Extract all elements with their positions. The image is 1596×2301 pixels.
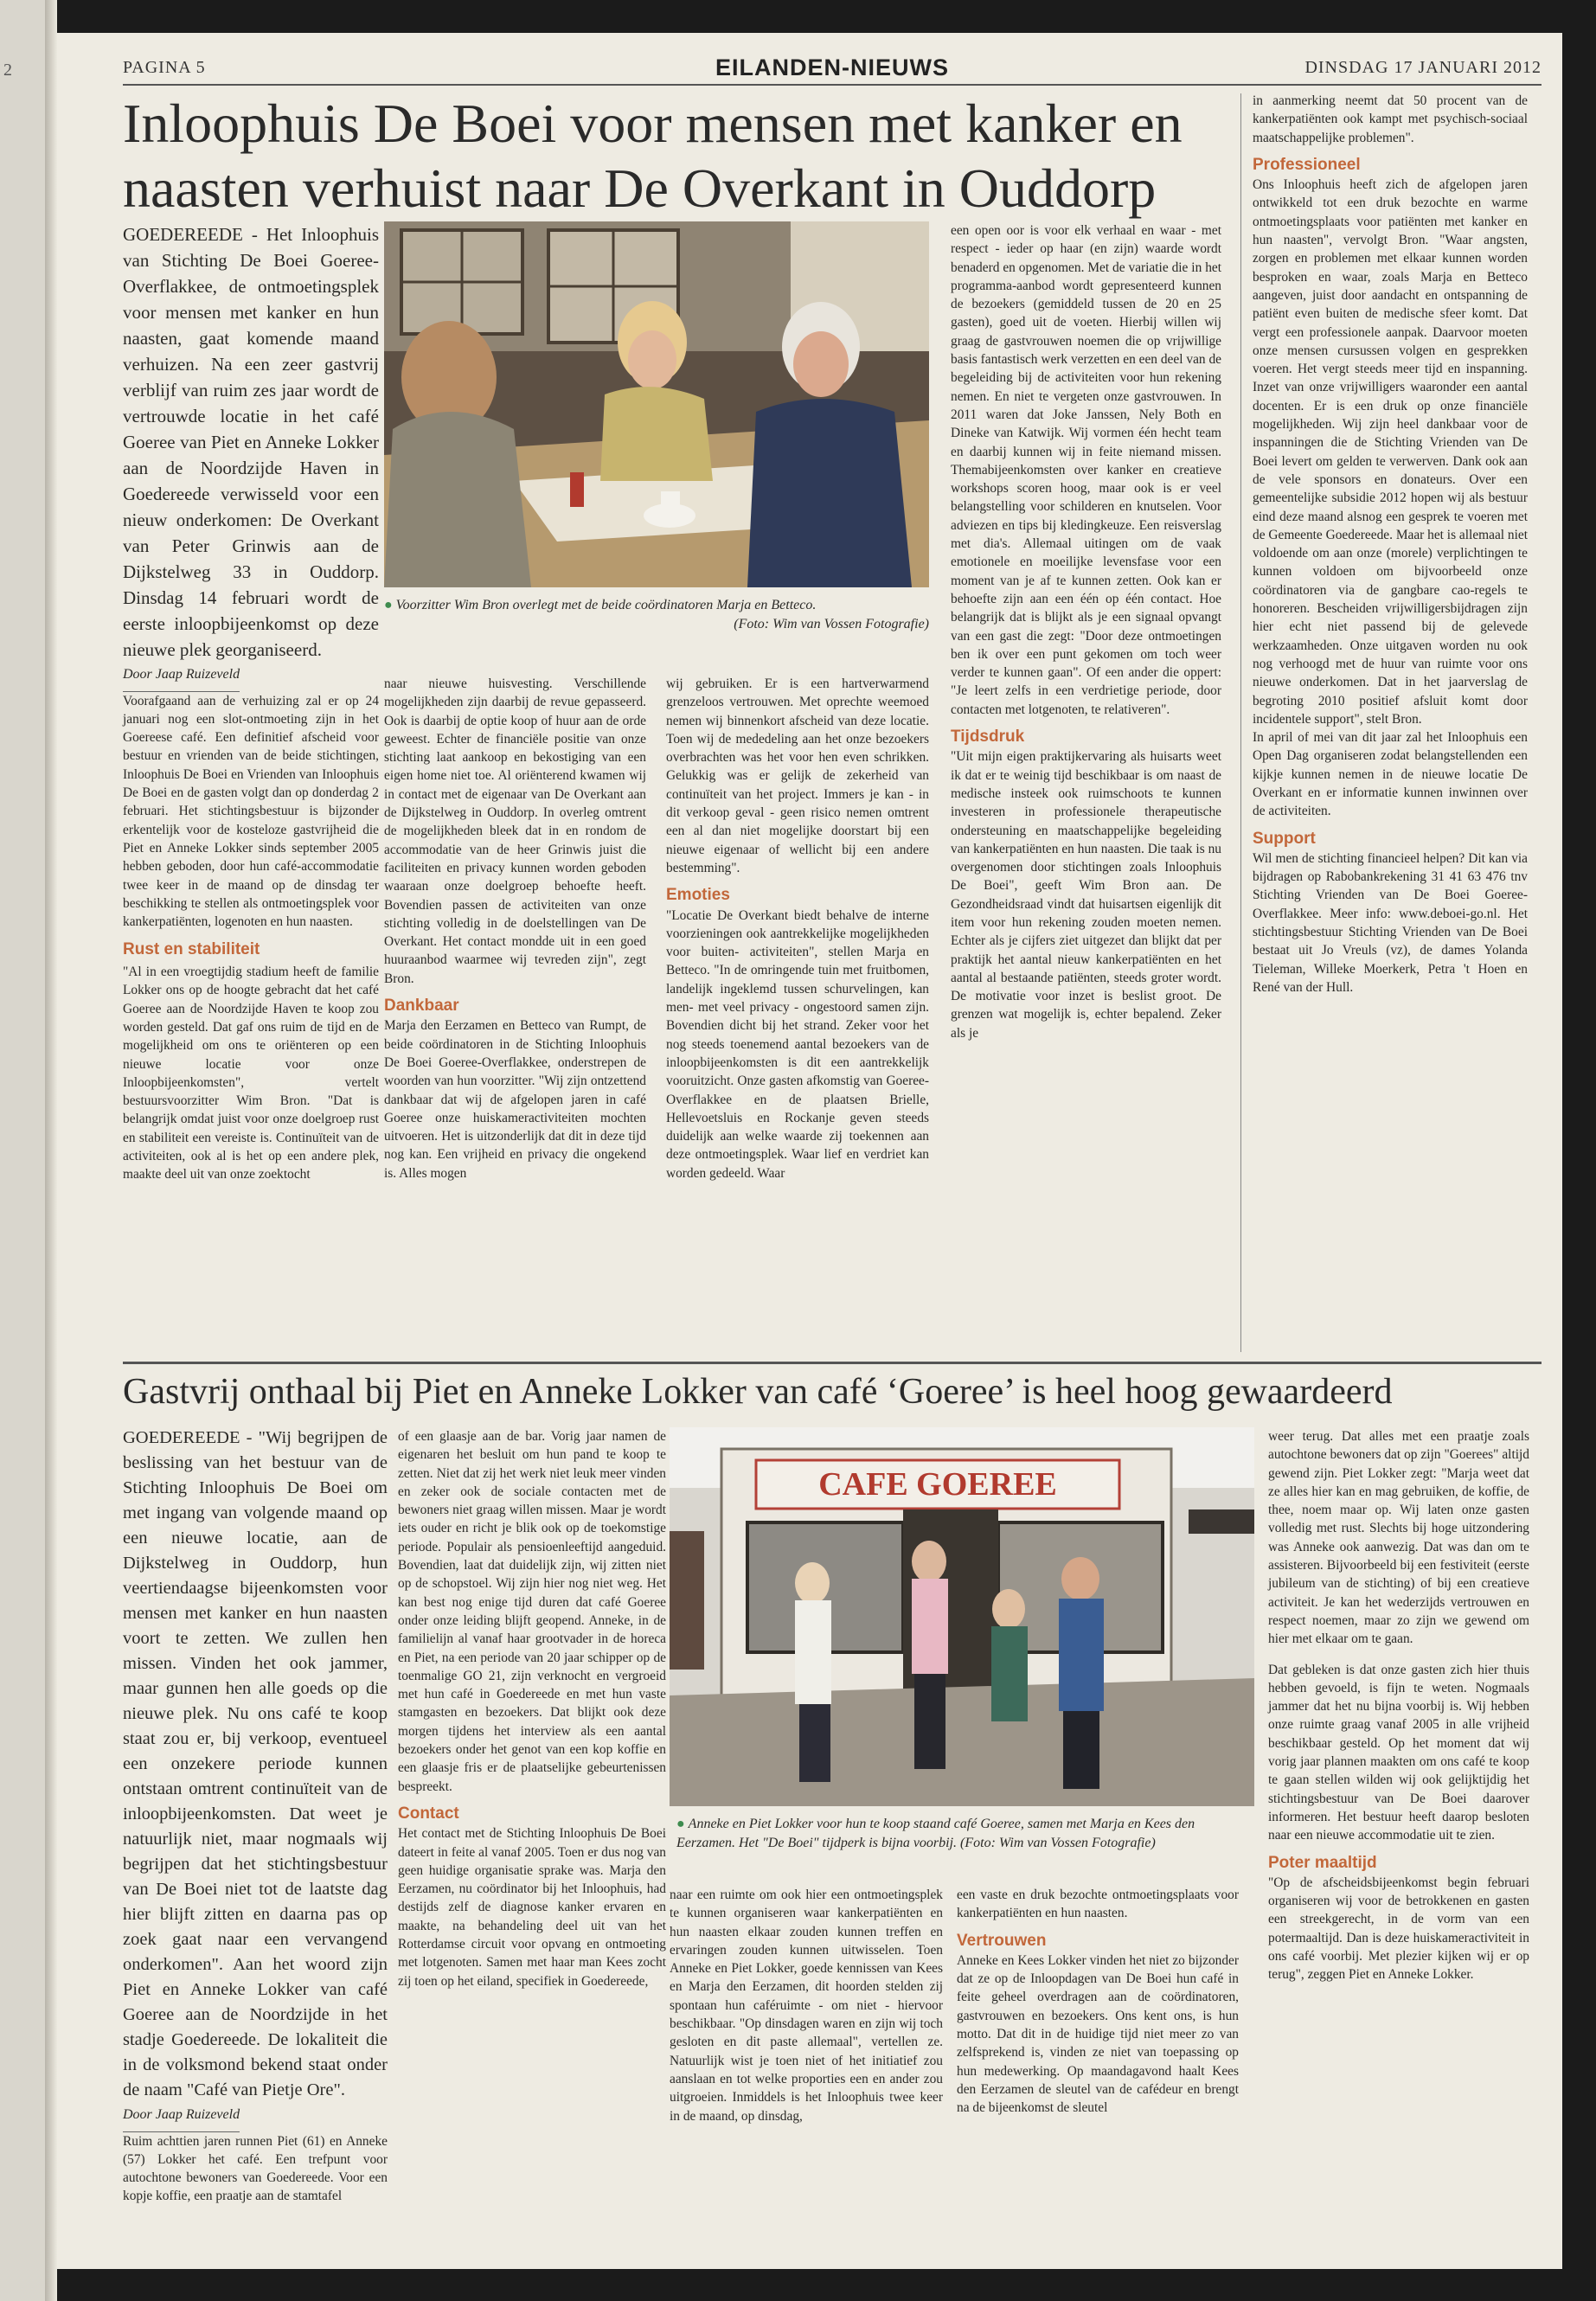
- article2-subhead-vertrouwen: Vertrouwen: [957, 1931, 1047, 1950]
- page-header: [123, 54, 1542, 82]
- article2-col5-body: weer terug. Dat alles met een praatje zoals autochtone bewoners dat op zijn "Goerees" altijd gewend zijn. Piet Lokker zegt: "Marja weet dat ze alles hier kan en mag gebruiken, de koffie, de thee, noem maar op. Wij laten onze gasten volledig met rust. Slechts bij hoge uitzondering was Anneke ook aanwezig. Dat was dan om te assisteren. Bijvoorbeeld bij een festiviteit (eerste jubileum van de stichting) of bij een creatieve activiteit. Je kan het wederzijds vertrouwen en respect noemen, maar zo zijn we gewend om hier met elkaar om te gaan.: [1268, 1429, 1529, 1647]
- article2-subhead-contact: Contact: [398, 1804, 459, 1823]
- article1-col2-dankbaar: Marja den Eerzamen en Betteco van Rumpt, de beide coördinatoren in de Stichting Inloophuis De Boei Goeree-Overflakkee, onderstrepen de woorden van hun voorzitter. "Wij zijn ontzettend dankbaar dat wij de afgelopen jaren in café Goeree onze huiskameractiviteiten mochten uitvoeren. Het is uitzonderlijk dat dit in deze tijd nog kan. Een vrijheid en privacy die ongekend is. Alles mogen: [384, 1018, 646, 1181]
- caption-bullet-icon: ●: [384, 598, 393, 612]
- article1-col2-body: naar nieuwe huisvesting. Verschillende mogelijkheden zijn daarbij de revue gepasseerd. Ook is daarbij de optie koop of huur aan de orde geweest. Echter de financiële positie van onze stichting laat aankoop en bekostiging van een eigen home niet toe. Al oriënterend kwamen wij in contact met de eigenaar van De Overkant aan de Dijkstelweg in Ouddorp. In overleg omtrent de mogelijkheden bleek dat in en rondom de accommodatie van de heer Grinwis juist die faciliteiten en privacy kunnen worden geboden waaraan onze doelgroep behoefte heeft. Bovendien passen de activiteiten van onze stichting volledig in de doelstellingen van De Overkant. Het contact mondde uit in een goed huuraanbod waarmee wij tevreden zijn", zegt Bron.: [384, 676, 646, 986]
- article1-col3-body: wij gebruiken. Er is een hartverwarmend grenzeloos vertrouwen. Met oprechte weemoed nemen wij binnenkort afscheid van deze locatie. Toen wij de mededeling aan het onze bezoekers overbrachten was het voor hen even schrikken. Gelukkig was er gelijk de zekerheid van continuïteit van het project. Immers je kan - in dit verkoop geval - geen risico nemen omtrent een al dan niet mogelijke doorstart bij een nieuwe eigenaar of wellicht bij een andere bestemming".: [666, 676, 929, 875]
- cafe-sign: CAFE GOEREE: [818, 1466, 1057, 1503]
- article1-col2: [384, 675, 646, 1183]
- article1-subhead-emoties: Emoties: [666, 886, 730, 905]
- article2-col4-body: een vaste en druk bezochte ontmoetingsplaats voor kankerpatiënten en hun naasten.: [957, 1888, 1239, 1921]
- article2-col3: [670, 1886, 943, 2125]
- article1-col5: [1253, 92, 1528, 997]
- page-number: PAGINA 5: [123, 58, 206, 77]
- article2-col2-contact: Het contact met de Stichting Inloophuis De Boei dateert in feite al vanaf 2005. Toen er dus nog van geen huidige organisatie sprake was. Marja den Eerzamen, nu coördinator bij het Inloophuis, had destijds zelf de diagnose kanker ervaren en maakte, na behandeling deel uit van het Rotterdamse circuit voor opvang en ontmoeting met lotgenoten. Samen met haar man Kees zocht zij toen op het eiland, specifiek in Goedereede,: [398, 1826, 666, 1989]
- scan-left-edge: 2: [0, 0, 45, 2301]
- caption-bullet-icon: ●: [676, 1817, 685, 1831]
- article2-col2: [398, 1427, 666, 1990]
- article1-photo-credit: (Foto: Wim van Vossen Fotografie): [734, 617, 929, 631]
- article2-col4: [957, 1886, 1239, 2118]
- article2-subhead-poter: Poter maaltijd: [1268, 1853, 1377, 1872]
- article1-col4-body: een open oor is voor elk verhaal en waar - met respect - ieder op haar (en zijn) waarde wordt benaderd en opgenomen. Met de variatie die in het programma-aanbod wordt gepresenteerd kunnen de bezoekers (gemiddeld tussen de 20 en 25 gasten), goed uit de voeten. Hierbij willen wij graag de gastvrouwen noemen die op vrijwillige basis fantastisch werk verzetten en een deel van de begeleiding bij de activiteiten voor hun rekening nemen. En niet te vergeten onze gastvrouwen. In 2011 waren dat Joke Janssen, Nely Both en Dineke van Katwijk. Wij vormen één hecht team en daarbij kunnen wij in feite niemand missen. Themabijeenkomsten over kanker en creatieve workshops scoren hoog, maar ook is er veel belangstelling voor schilderen en knutselen. Voor adviezen en tips bij kledingkeuze. Een reisverslag met dia's. Allemaal uitingen om de vaak emotionele en moeilijke levensfase voor een moment van je af te kunnen zetten. Ook kan er behoefte zijn aan een één op één contact. Hoe belangrijk dat is blijkt als je een signaal opvangt van een gast die zegt: "Door deze ontmoetingen ben ik over een punt gekomen om toch weer verder te kunnen gaan". Of een ander die oppert: "Je leert zelfs in een verdrietige periode, door contacten met lotgenoten, te relativeren".: [951, 223, 1221, 717]
- article1-col4-tijdsdruk: "Uit mijn eigen praktijkervaring als huisarts weet ik dat er te weinig tijd beschikbaar is om naast de medische insteek ook ruimschoots te kunnen investeren in professionele therapeutische ondersteuning en maatschappelijke begeleiding van kankerpatiënten en hun naasten. Die taak is nu overgenomen door stichtingen zoals Inloophuis De Boei", geeft Wim Bron aan. De Gezondheidsraad vindt dat huisartsen eigenlijk dit item voor hun rekening zouden moeten nemen. Echter als je cijfers ziet uitgezet dan blijkt dat per praktijk het aantal nieuw kankerpatiënten en het aantal al bestaande patiënten, steeds groter wordt. De motivatie voor inzet is beslist groot. De grenzen wat mogelijk is, echter bepalend. Zeker als je: [951, 749, 1221, 1041]
- article2-col5: [1268, 1427, 1529, 1984]
- article2-photo-caption: ● Anneke en Piet Lokker voor hun te koop staand café Goeree, samen met Marja en Kees den Eerzamen. Het "De Boei" tijdperk is bijna voorbij. (Foto: Wim van Vossen Fotografie): [676, 1817, 1195, 1850]
- article1-byline: Door Jaap Ruizeveld: [123, 664, 240, 692]
- article2-lead: GOEDEREEDE - "Wij begrijpen de beslissing van het bestuur van de Stichting Inloophuis De Boei om met ingang van volgende maand op een nieuwe locatie, aan de Dijkstelweg in Ouddorp, hun veertiendaagse bijeenkomsten voor mensen met kanker en hun naasten voort te zetten. We zullen hen missen. Vinden het ook jammer, maar gunnen hen alle goeds op die nieuwe plek. Nu ons café te koop staat zou er, bij verkoop, eventueel een onzekere periode kunnen ontstaan omtrent continuïteit van de inloopbijeenkomsten. Dat weet je natuurlijk niet, maar nogmaals wij begrijpen dat het stichtingsbestuur van De Boei niet tot de laatste dag hier blijft zitten en daarna pas op zoek gaat naar een vervangend onderkomen". Aan het woord zijn Piet en Anneke Lokker van café Goeree aan de Noordzijde in het stadje Goedereede. De lokaliteit die in de volksmond bekend staat onder de naam "Café van Pietje Ore".: [123, 1428, 388, 2099]
- article1-col1-body: Voorafgaand aan de verhuizing zal er op 24 januari nog een slot-ontmoeting zijn in het Goereese café. Een definitief afscheid voor bestuur en vrienden van de beide stichtingen, Inloophuis De Boei en Vrienden van Inloophuis De Boei en de gasten volgt dan op donderdag 2 februari. Het stichtingsbestuur is bijzonder erkentelijk voor de kosteloze gastvrijheid die Piet en Anneke Lokker sinds september 2005 hebben geboden, door hun café-accommodatie twee keer in de maand op de dinsdag ter beschikking te stellen als ontmoetingsplek voor kankerpatiënten, logenoten en hun naasten.: [123, 693, 379, 930]
- article1-photo: [384, 221, 929, 587]
- page-gutter: [45, 0, 57, 2301]
- article1-subhead-rust: Rust en stabiliteit: [123, 940, 260, 959]
- masthead: EILANDEN-NIEUWS: [715, 54, 949, 80]
- cafe-photo-illustration: [670, 1427, 1254, 1806]
- article-separator: [123, 1362, 1542, 1364]
- article2-col4-vertrouwen: Anneke en Kees Lokker vinden het niet zo bijzonder dat ze op de Inloopdagen van De Boei hun café in feite geheel overdragen aan de coördinatoren, gastvrouwen en bezoekers. Ons kent ons, is hun motto. Dat dit in de huidige tijd niet meer zo van zelfsprekend is, vinden ze niet van toepassing op hun medewerking. Op maandagavond haalt Kees den Eerzamen de sleutel van de cafédeur en brengt na de bijeenkomst de sleutel: [957, 1952, 1239, 2116]
- article2-byline: Door Jaap Ruizeveld: [123, 2105, 240, 2132]
- meeting-photo-illustration: [384, 221, 929, 587]
- article1-col1: [123, 221, 379, 1184]
- article1-lead: GOEDEREEDE - Het Inloophuis van Stichting De Boei Goeree-Overflakkee, de ontmoetingsplek voor mensen met kanker en hun naasten, gaat komende maand verhuizen. Na een zeer gastvrij verblijf van ruim zes jaar wordt de vertrouwde locatie in het café Goeree van Piet en Anneke Lokker aan de Noordzijde Haven in Goedereede verwisseld voor een nieuw onderkomen: De Overkant van Peter Grinwis aan de Dijkstelweg 33 in Ouddorp. Dinsdag 14 februari wordt de eerste inloopbijeenkomst op deze nieuwe plek georganiseerd.: [123, 224, 379, 660]
- article1-subhead-tijdsdruk: Tijdsdruk: [951, 727, 1025, 747]
- article1-col1-rust: "Al in een vroegtijdig stadium heeft de familie Lokker ons op de hoogte gebracht dat het café Goeree aan de Noordzijde Haven te koop zou worden gesteld. Dat gaf ons ruim de tijd en de mogelijkheid om ons te oriënteren op een nieuwe locatie voor onze Inloopbijeenkomsten", vertelt bestuursvoorzitter Wim Bron. "Dat is belangrijk omdat juist voor onze doelgroep rust en stabiliteit een vereiste is. Continuïteit van de activiteiten, ook al is het op een andere plek, maakte deel uit van onze zoektocht: [123, 965, 379, 1183]
- article2-photo: [670, 1427, 1254, 1806]
- article1-col5-openday: In april of mei van dit jaar zal het Inloophuis een Open Dag organiseren zodat belangstellenden een kijkje kunnen nemen in de nieuwe locatie De Overkant en er informatie kunnen inwinnen over de activiteiten.: [1253, 730, 1528, 819]
- newspaper-page: [57, 33, 1562, 2269]
- article1-subhead-dankbaar: Dankbaar: [384, 997, 459, 1016]
- article2-col5-poter: "Op de afscheidsbijeenkomst begin februari organiseren wij voor de betrokkenen en gasten een streekgerecht, in de vorm van een potermaaltijd. Dan is deze huiskameractiviteit in ons café voorbij. Met plezier kijken wij er op terug", zeggen Piet en Anneke Lokker.: [1268, 1875, 1529, 1983]
- article1-headline: Inloophuis De Boei voor mensen met kanker en naasten verhuist naar De Overkant in Ouddorp: [123, 93, 1183, 219]
- article1-photo-caption: ● Voorzitter Wim Bron overlegt met de beide coördinatoren Marja en Betteco. (Foto: Wim van Vossen Fotografie): [384, 596, 929, 634]
- article2-col3-body: naar een ruimte om ook hier een ontmoetingsplek te kunnen organiseren waar kankerpatiënten en hun naasten elkaar zouden kunnen treffen en ervaringen zouden kunnen uitwisselen. Toen Anneke en Piet Lokker, goede kennissen van Kees en Marja den Eerzamen, dit hoorden stelden zij spontaan hun caféruimte - om niet - hiervoor beschikbaar. "Op dinsdagen waren en zijn wij toch gesloten en dit paste allemaal", vertellen ze. Natuurlijk wist je toen niet of het initiatief zou aanslaan en tot welke proporties een en ander zou uitgroeien. Inmiddels is het Inloophuis twee keer in de maand, op dinsdag,: [670, 1888, 943, 2124]
- article1-col4: [951, 221, 1221, 1042]
- issue-date: DINSDAG 17 JANUARI 2012: [1304, 58, 1542, 77]
- article1-col3: [666, 675, 929, 1183]
- article2-col5-body2: Dat gebleken is dat onze gasten zich hier thuis hebben gevoeld, is fijn te weten. Nogmaals jammer dat het nu bijna voorbij is. Wij hebben onze ruimte graag vanaf 2005 in alle vrijheid beschikbaar gesteld. Op het moment dat wij vorig jaar plannen maakten om ons café te koop te gaan stellen wilden wij ook gelijktijdig het stichtingsbestuur van De Boei daarover informeren. Het bestuur heeft daarop besloten naar een nieuwe accommodatie uit te zien.: [1268, 1662, 1529, 1843]
- article1-subhead-professioneel: Professioneel: [1253, 155, 1361, 174]
- article1-col5-body: in aanmerking neemt dat 50 procent van de kankerpatiënten ook kampt met psychisch-sociaal maatschappelijke problemen".: [1253, 93, 1528, 145]
- article1-col5-support: Wil men de stichting financieel helpen? Dit kan via bijdragen op Rabobankrekening 31 41 63 476 tnv Stichting Vrienden van De Boei Goeree-Overflakkee. Meer info: www.deboei-go.nl. Het stichtingsbestuur Stichting Vrienden van De Boei bestaat uit Jo Vreuls (vz), de dames Yolanda Tieleman, Willeke Moerkerk, Petra 't Hoen en René van der Hull.: [1253, 850, 1528, 995]
- article1-col5-professioneel: Ons Inloophuis heeft zich de afgelopen jaren ontwikkeld tot een druk bezochte en warme ontmoetingsplaats voor patiënten met kanker en hun naasten", vervolgt Bron. "Waar angsten, zorgen en problemen met elkaar kunnen worden besproken en waar, zoals Marja en Betteco aangeven, juist door aandacht en ontspanning de patiënt even buiten de medische sfeer komt. Dat vergt een professionele aanpak. Daarvoor moeten onze mensen cursussen volgen en gesprekken voeren. Het vergt steeds meer tijd en inspanning. Inzet van onze vrijwilligers waaronder een aantal docenten. Er is een druk op onze financiële mogelijkheden. Wij zijn heel dankbaar voor de inspanningen die de Stichting Vrienden van De Boei levert om gelden te verwerven. Dank ook aan de vele sponsors en donateurs. Over een gemeentelijke subsidie 2012 hopen wij als bestuur eind deze maand alsnog een gesprek te voeren met de Gemeente Goedereede. Maar het is allemaal niet voldoende om aan onze (morele) verplichtingen te kunnen voldoen om bijvoorbeeld onze coördinatoren via de gangbare cao-regels te honoreren. Bescheiden vrijwilligersbijdragen zijn hier echt niet passend bij de gelevede werkzaamheden. Onze uitgaven worden nu ook nog verhoogd met de huur van ruimte voor ons nieuwe onderkomen. Dat in het jaarverslag de begroting 2010 positief afsluit komt door incidentele support", stelt Bron.: [1253, 177, 1528, 727]
- article2-headline: Gastvrij onthaal bij Piet en Anneke Lokker van café ‘Goeree’ is heel hoog gewaardeerd: [123, 1372, 1393, 1412]
- article2-col1: [123, 1426, 388, 2206]
- article2-col1-body: Ruim achttien jaren runnen Piet (61) en Anneke (57) Lokker het café. Een trefpunt voor autochtone bewoners van Goedereede. Voor een kopje koffie, een praatje aan de stamtafel: [123, 2133, 388, 2204]
- article1-col3-emoties: "Locatie De Overkant biedt behalve de interne voorzieningen ook aantrekkelijke mogelijkheden voor buiten- activiteiten", stellen Marja en Betteco. "In de omringende tuin met fruitbomen, landelijk ingeklemd tussen schurvelingen, kan men- met veel privacy - ongestoord samen zijn. Bovendien dicht bij het strand. Zeker voor het nog steeds toenemend aantal bezoekers van de inloopbijeenkomsten is dit een aantrekkelijk vooruitzicht. Onze gasten afkomstig van Goeree-Overflakkee en de plaatsen Brielle, Hellevoetsluis en Rockanje geven steeds duidelijk aan welke waarde zij toekennen aan deze ontmoetingsplek. Waar lief en verdriet kan worden gedeeld. Waar: [666, 907, 929, 1181]
- column-divider: [1240, 93, 1241, 1352]
- article1-subhead-support: Support: [1253, 829, 1316, 848]
- article2-col2-body: of een glaasje aan de bar. Vorig jaar namen de eigenaren het besluit om hun pand te koop te zetten. Niet dat zij het werk niet leuk meer vinden en zeker ook de sociale contacten met de bewoners niet graag willen missen. Maar je wordt iets ouder en richt je blik ook op de toekomstige periode. Populair als pensioenleeftijd aangeduid. Bovendien, laat dat duidelijk zijn, wij zitten niet op de schopstoel. Wij zijn hier nog niet weg. Het kan best nog enige tijd duren dat café Goeree onder onze leiding blijft geopend. Anneke, in de familielijn al vanaf haar grootvader in de horeca en Piet, na een periode van 20 jaar schipper op de toenmalige GO 21, zijn verknocht en vergroeid met hun café in Goedereede en met hun vaste stamgasten en bezoekers. Dat blijkt ook deze morgen tijdens het interview als een aantal bezoekers onder het genot van een kop koffie en een glaasje fris er de plaatselijke gebeurtenissen bespreekt.: [398, 1429, 666, 1794]
- header-rule: [123, 84, 1542, 86]
